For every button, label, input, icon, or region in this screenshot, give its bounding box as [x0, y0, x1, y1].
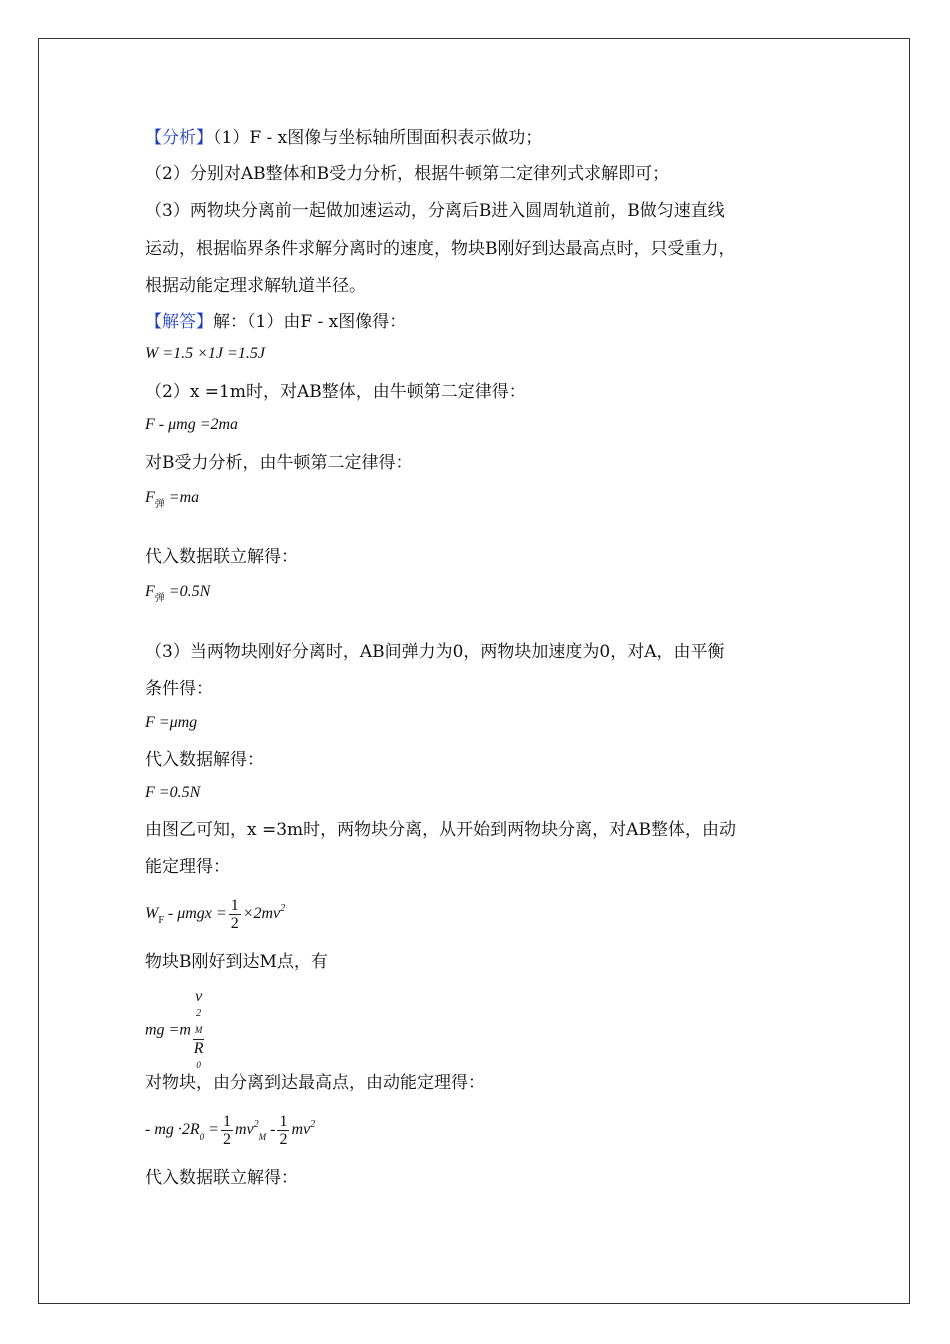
- part2-b-text: 对B受力分析，由牛顿第二定律得：: [145, 453, 413, 473]
- part2-intro: （2）x =1m时，对AB整体，由牛顿第二定律得：: [145, 382, 526, 402]
- fraction: $\frac{1}{2}$: [279, 1112, 288, 1148]
- equation-spring-result: $F_弹 =0.5N$: [145, 583, 211, 604]
- part2-c-text: 代入数据联立解得：: [145, 547, 298, 567]
- analysis-line-3c: 根据动能定理求解轨道半径。: [145, 276, 366, 296]
- equation-work: W =1.5 ×1J =1.5J: [145, 345, 265, 362]
- analysis-line-1: 【分析】（1）F - x图像与坐标轴所围面积表示做功；: [145, 128, 543, 148]
- equation-balance: F =μmg: [145, 714, 198, 731]
- equation-spring-force: $F_弹 =ma$: [145, 489, 200, 510]
- equation-force-result: F =0.5N: [145, 784, 201, 801]
- analysis-line-3a: （3）两物块分离前一起做加速运动，分离后B进入圆周轨道前，B做匀速直线: [145, 201, 725, 221]
- equation-circular: mg =m v 2 M R 0: [145, 988, 206, 1074]
- fraction: v 2 M R 0: [193, 988, 204, 1070]
- answer-tag: 【解答】: [145, 312, 213, 332]
- analysis-line-3b: 运动，根据临界条件求解分离时的速度，物块B刚好到达最高点时，只受重力，: [145, 239, 736, 259]
- part3-line-f: 物块B刚好到达M点，有: [145, 952, 328, 972]
- equation-kinetic-energy-1: $W_F$ - μmgx = $\frac{1}{2}$ $\times 2mv^2$: [145, 896, 286, 932]
- part3-line-d: 由图乙可知，x =3m时，两物块分离，从开始到两物块分离，对AB整体，由动: [145, 820, 736, 840]
- equation-kinetic-energy-2: - mg $\cdot 2R_0$ = $\frac{1}{2}$ $mv^2_M$ - $\frac{1}{2}$ $mv^2$: [145, 1112, 316, 1148]
- fraction: $\frac{1}{2}$: [230, 896, 239, 932]
- part3-line-h: 代入数据联立解得：: [145, 1168, 298, 1188]
- part3-line-g: 对物块，由分离到达最高点，由动能定理得：: [145, 1073, 485, 1093]
- part3-line-a: （3）当两物块刚好分离时，AB间弹力为0，两物块加速度为0，对A，由平衡: [145, 642, 725, 662]
- equation-newton-whole: F - μmg =2ma: [145, 416, 239, 433]
- part3-line-c: 代入数据解得：: [145, 750, 264, 770]
- analysis-line-2: （2）分别对AB整体和B受力分析，根据牛顿第二定律列式求解即可；: [145, 164, 670, 184]
- analysis-tag: 【分析】: [145, 128, 213, 148]
- answer-intro: 【解答】解：（1）由F - x图像得：: [145, 312, 407, 332]
- part3-line-b: 条件得：: [145, 679, 213, 699]
- fraction: $\frac{1}{2}$: [222, 1112, 231, 1148]
- part3-line-e: 能定理得：: [145, 857, 230, 877]
